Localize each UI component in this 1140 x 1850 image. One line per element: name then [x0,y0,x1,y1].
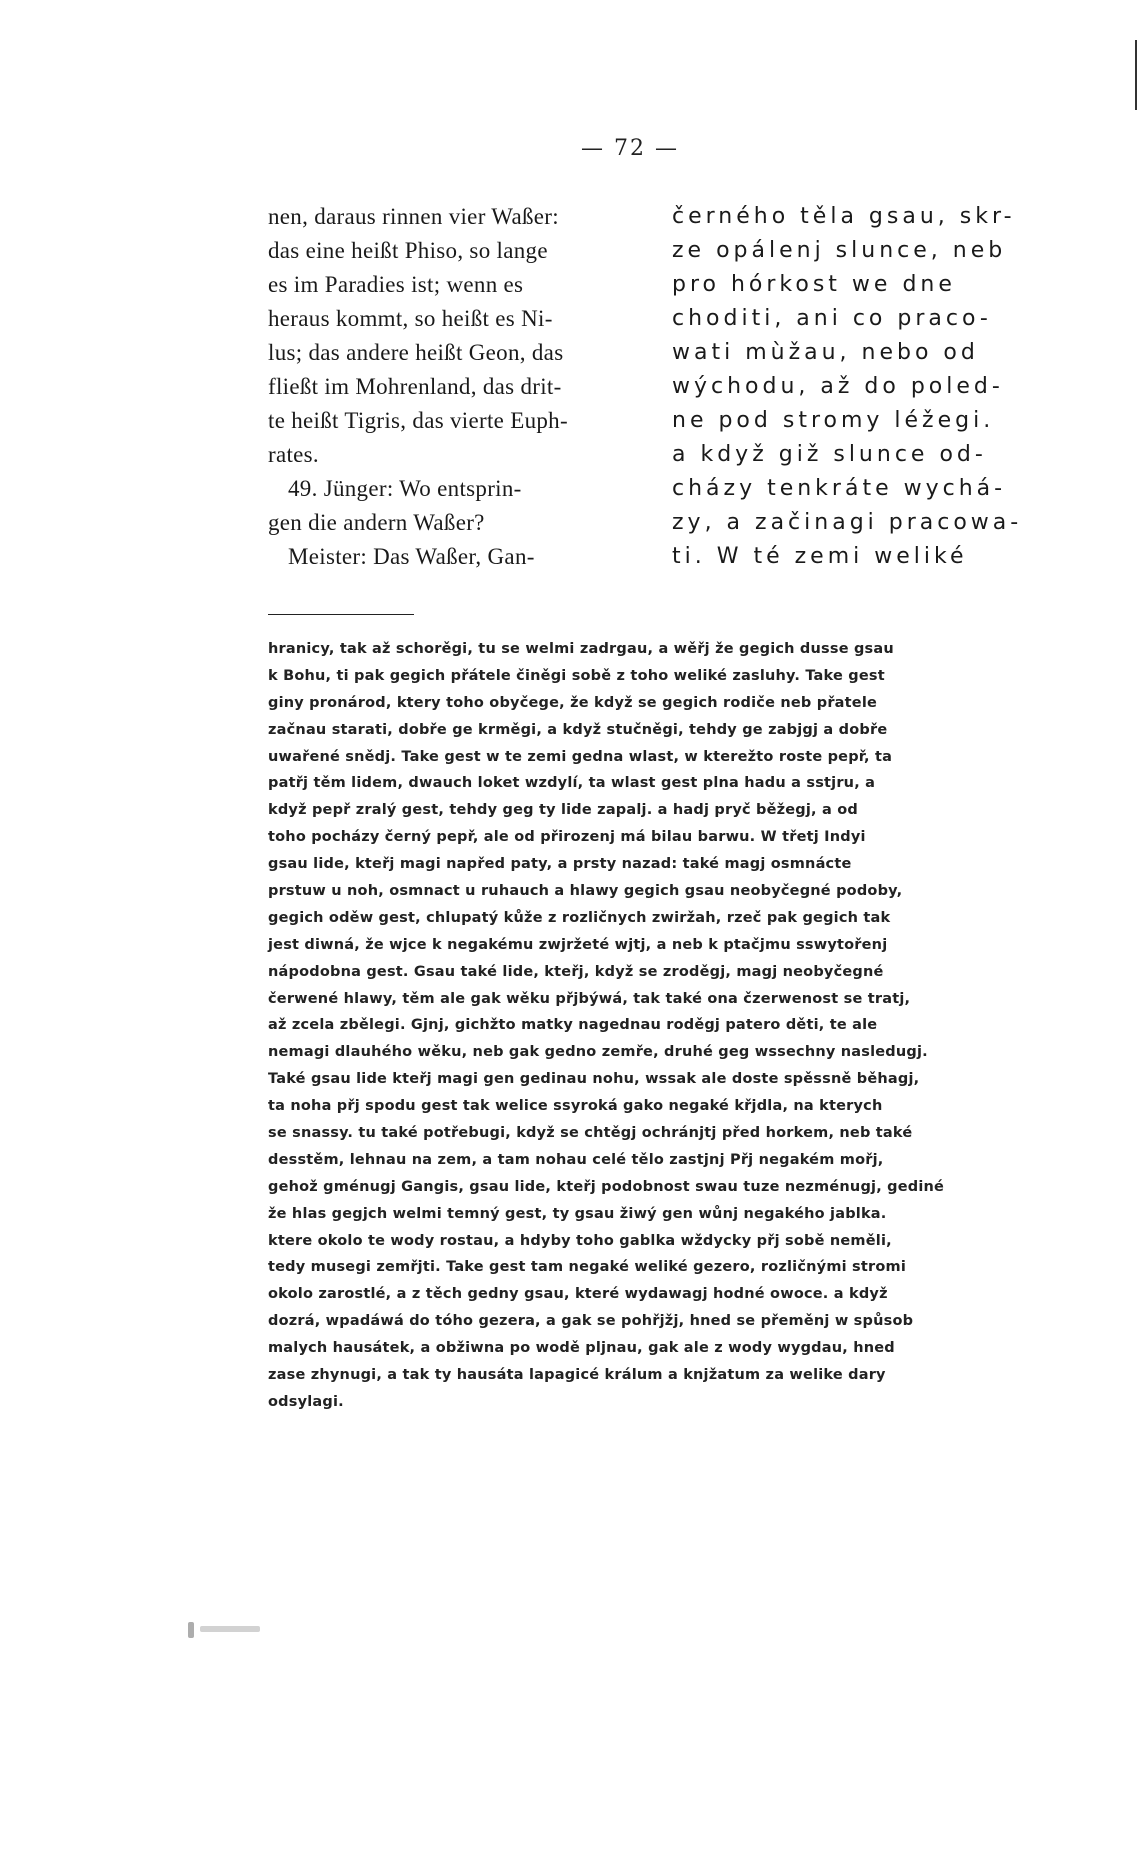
footnote-line: gehož gménugj Gangis, gsau lide, kteřj podobnost swau tuze nezménugj, gediné [268,1178,945,1195]
footnote-divider [268,614,414,615]
czech-line: choditi, ani co praco- [672,306,992,331]
german-line: fließt im Mohrenland, das drit- [268,374,562,399]
footnote-line: tedy musegi zemřjti. Take gest tam negaké weliké gezero, rozličnými stromi [268,1259,907,1276]
footnote-line: okolo zarostlé, a z těch gedny gsau, které wydawagj hodné owoce. a když [268,1286,888,1303]
german-column [268,200,638,574]
czech-line: wýchodu, až do poled- [672,374,1004,399]
footnote-line: gsau lide, kteřj magi napřed paty, a prsty nazad: také magj osmnácte [268,856,852,873]
footnote-line: ta noha přj spodu gest tak welice ssyroká gako negaké křjdla, na kterych [268,1098,883,1115]
footnote-line: jest diwná, že wjce k negakému zwjržeté wjtj, a neb k ptačjmu sswytořenj [268,936,888,953]
czech-line: ti. W té zemi weliké [672,544,968,569]
scan-smudge [188,1622,194,1638]
german-line: heraus kommt, so heißt es Ni- [268,306,553,331]
footnote-line: gegich oděw gest, chlupatý kůže z rozličnych zwiržah, rzeč pak gegich tak [268,909,891,926]
footnote-line: když pepř zralý gest, tehdy geg ty lide zapalj. a hadj pryč běžegj, a od [268,802,858,819]
footnote-line: giny pronárod, ktery toho obyčege, že když se gegich rodiče neb přatele [268,694,878,711]
czech-line: pro hórkost we dne [672,272,956,297]
footnote-line: hranicy, tak až schorěgi, tu se welmi zadrgau, a wěřj že gegich dusse gsau [268,641,894,657]
page-edge-mark [1135,40,1137,110]
footnote-line: uwařené snědj. Take gest w te zemi gedna wlast, w kterežto roste pepř, ta [268,748,893,765]
scan-smudge [200,1626,260,1632]
footnote-line: desstěm, lehnau na zem, a tam nohau celé tělo zastjnj Přj negakém mořj, [268,1151,884,1168]
footnote-line: dozrá, wpadáwá do tóho gezera, a gak se pohřjžj, hned se přeměnj w spůsob [268,1313,914,1330]
footnote-line: patřj těm lidem, dwauch loket wzdylí, ta wlast gest plna hadu a sstjru, a [268,775,876,792]
czech-column [672,200,1052,574]
german-line: nen, daraus rinnen vier Waßer: [268,204,559,229]
footnote-line: Také gsau lide kteřj magi gen gedinau nohu, wssak ale doste spěssně běhagj, [268,1071,920,1088]
footnote-line: toho pocházy černý pepř, ale od přirozenj má bilau barwu. W třetj Indyi [268,829,866,846]
footnote-line: se snassy. tu také potřebugi, když se chtěgj ochránjtj před horkem, neb také [268,1125,913,1142]
footnote-line: nemagi dlauhého wěku, neb gak gedno zemře, druhé geg wssechny nasledugj. [268,1044,928,1061]
german-line: 49. Jünger: Wo entsprin- [288,476,522,501]
german-line: lus; das andere heißt Geon, das [268,340,564,365]
footnote-line: že hlas gegjch welmi temný gest, ty gsau žiwý gen wůnj negakého jablka. [268,1205,887,1222]
footnote-line: malych hausátek, a obžiwna po wodě pljnau, gak ale z wody wygdau, hned [268,1340,895,1357]
page-number: — 72 — [581,136,679,161]
footnote-line: ktere okolo te wody rostau, a hdyby toho gablka wždycky přj sobě neměli, [268,1232,892,1249]
czech-line: a když giž slunce od- [672,442,987,467]
german-line: Meister: Das Waßer, Gan- [288,544,535,569]
footnote-line: začnau starati, dobře ge krměgi, a když stučněgi, tehdy ge zabjgj a dobře [268,721,888,738]
czech-line: ze opálenj slunce, neb [672,238,1007,263]
german-line: es im Paradies ist; wenn es [268,272,524,297]
german-line: gen die andern Waßer? [268,510,485,535]
german-line: te heißt Tigris, das vierte Euph- [268,408,568,433]
german-line: rates. [268,442,319,467]
german-line: das eine heißt Phiso, so lange [268,238,548,263]
footnote-line: k Bohu, ti pak gegich přátele činěgi sobě z toho weliké zasluhy. Take gest [268,667,885,684]
footnote-line: prstuw u noh, osmnact u ruhauch a hlawy gegich gsau neobyčegné podoby, [268,883,903,900]
czech-line: zy, a začinagi pracowa- [672,510,1023,535]
footnote-line: čerwené hlawy, těm ale gak wěku přjbýwá, tak také ona čzerwenost se tratj, [268,990,911,1007]
footnote-line: až zcela zbělegi. Gjnj, gichžto matky nagednau roděgj patero děti, te ale [268,1017,878,1034]
czech-line: ne pod stromy léžegi. [672,408,995,433]
footnote-line: nápodobna gest. Gsau také lide, kteřj, když se zroděgj, magj neobyčegné [268,963,884,980]
footnote-block [268,636,1050,1416]
footnote-line: odsylagi. [268,1393,344,1410]
czech-line: wati mùžau, nebo od [672,340,979,365]
footnote-line: zase zhynugi, a tak ty hausáta lapagicé králum a knjžatum za welike dary [268,1367,886,1384]
czech-line: cházy tenkráte wychá- [672,476,1007,501]
czech-line: černého těla gsau, skr- [672,204,1016,229]
